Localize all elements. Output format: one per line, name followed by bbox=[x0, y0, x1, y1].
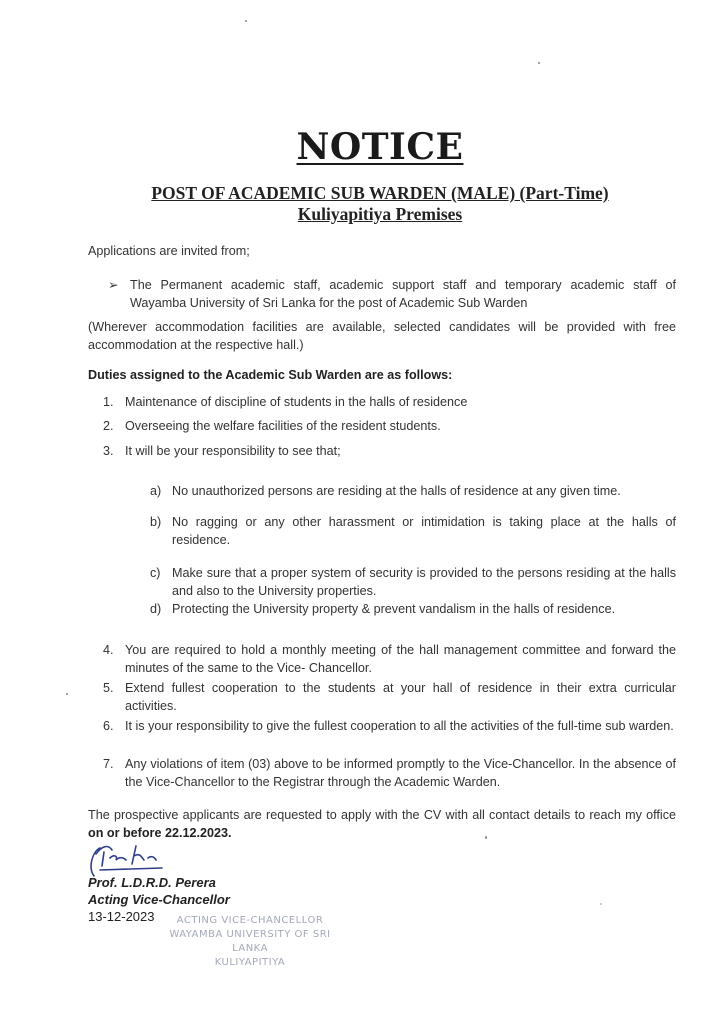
eligibility-bullet bbox=[108, 276, 676, 312]
duty-sub-item-d: d) Protecting the University property & prevent vandalism in the halls of residence. bbox=[150, 602, 616, 616]
notice-title: NOTICE bbox=[296, 126, 464, 168]
duty-item-5: 5. Extend fullest cooperation to the students at your hall of residence in their extra curricular activities. bbox=[103, 681, 676, 713]
duty-item-6: 6. It is your responsibility to give the fullest cooperation to all the activities of the full-time sub warden. bbox=[103, 719, 674, 733]
scan-speck bbox=[66, 693, 68, 695]
intro-lead: Applications are invited from; bbox=[88, 244, 250, 258]
arrow-bullet-icon: ➢ bbox=[108, 278, 119, 292]
scan-speck bbox=[600, 903, 602, 905]
signatory-name: Prof. L.D.R.D. Perera bbox=[88, 875, 216, 890]
duty-item-3: 3. It will be your responsibility to see that; bbox=[103, 444, 341, 458]
scan-speck bbox=[245, 20, 247, 22]
duty-item-1: 1. Maintenance of discipline of students in the halls of residence bbox=[103, 395, 468, 409]
premises-title: Kuliyapitiya Premises bbox=[297, 204, 463, 224]
duty-sub-item-a: a) No unauthorized persons are residing at the halls of residence at any given time. bbox=[150, 484, 621, 498]
eligibility-text: The Permanent academic staff, academic support staff and temporary academic staff of Wayamba University of Sri Lanka for the post of Academic Sub Warden bbox=[130, 278, 676, 310]
closing-text: The prospective applicants are requested to apply with the CV with all contact details to reach my office bbox=[88, 808, 676, 822]
signature-date: 13-12-2023 bbox=[88, 909, 155, 924]
scan-speck bbox=[538, 62, 540, 64]
duty-item-4: 4. You are required to hold a monthly meeting of the hall management committee and forward the minutes of the same to the Vice- Chancellor. bbox=[103, 643, 676, 675]
closing-paragraph bbox=[88, 806, 676, 842]
scan-speck bbox=[485, 836, 487, 839]
duty-item-2: 2. Overseeing the welfare facilities of the resident students. bbox=[103, 419, 441, 433]
official-stamp: ACTING VICE-CHANCELLOR WAYAMBA UNIVERSITY OF SRI LANKA KULIYAPITIYA bbox=[169, 915, 331, 968]
duty-sub-item-b: b) No ragging or any other harassment or intimidation is taking place at the halls of residence. bbox=[150, 515, 676, 547]
signatory-designation: Acting Vice-Chancellor bbox=[88, 892, 230, 907]
deadline-text: on or before 22.12.2023. bbox=[88, 826, 232, 840]
duties-heading: Duties assigned to the Academic Sub Warden are as follows: bbox=[88, 368, 453, 382]
duty-item-7: 7. Any violations of item (03) above to be informed promptly to the Vice-Chancellor. In the absence of the Vice-Chancellor to the Registrar through the Academic Warden. bbox=[103, 757, 676, 789]
accommodation-note: (Wherever accommodation facilities are available, selected candidates will be provided with free accommodation at the respective hall.) bbox=[88, 320, 676, 352]
post-title: POST OF ACADEMIC SUB WARDEN (MALE) (Part-Time) bbox=[151, 183, 609, 203]
duty-sub-item-c: c) Make sure that a proper system of security is provided to the persons residing at the halls and also to the University properties. bbox=[150, 566, 676, 598]
